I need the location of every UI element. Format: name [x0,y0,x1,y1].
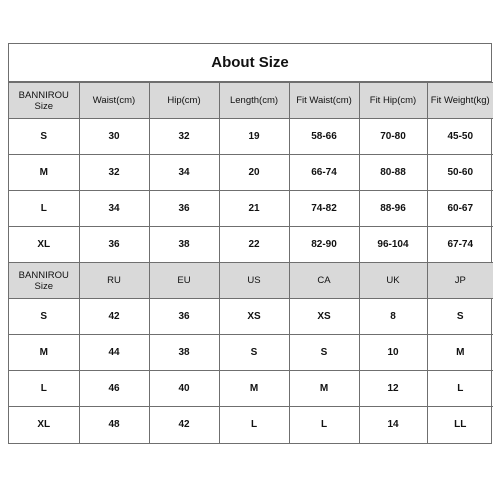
header-cell: Fit Waist(cm) [289,83,359,119]
table-cell: 19 [219,119,289,155]
table-cell: XS [289,299,359,335]
table-cell: L [289,407,359,443]
table-cell: 32 [79,155,149,191]
table-cell: 36 [79,227,149,263]
table-cell: 34 [149,155,219,191]
table-cell: 88-96 [359,191,427,227]
size-label-cell: M [9,155,79,191]
table-cell: 38 [149,335,219,371]
size-label-cell: XL [9,407,79,443]
header-cell: Waist(cm) [79,83,149,119]
table-cell: XS [219,299,289,335]
table-cell: 42 [149,407,219,443]
table-cell: 70-80 [359,119,427,155]
header-cell: Length(cm) [219,83,289,119]
header-cell: Fit Weight(kg) [427,83,493,119]
table-cell: 30 [79,119,149,155]
table-cell: 45-50 [427,119,493,155]
table-cell: M [427,335,493,371]
size-chart [8,43,492,444]
size-label-cell: XL [9,227,79,263]
header-cell: EU [149,263,219,299]
table-cell: 46 [79,371,149,407]
table-cell: 44 [79,335,149,371]
table-cell: 8 [359,299,427,335]
table-cell: 40 [149,371,219,407]
size-label-cell: L [9,191,79,227]
chart-title: About Size [9,44,491,82]
table-row [9,227,493,263]
table-row [9,407,493,443]
table-cell: 60-67 [427,191,493,227]
table-cell: 74-82 [289,191,359,227]
table-cell: LL [427,407,493,443]
size-label-cell: L [9,371,79,407]
table-cell: 67-74 [427,227,493,263]
size-label-cell: M [9,335,79,371]
table-cell: 12 [359,371,427,407]
table-row [9,119,493,155]
table-row [9,191,493,227]
table-cell: 58-66 [289,119,359,155]
size-label-cell: S [9,299,79,335]
header-cell: UK [359,263,427,299]
table-cell: 32 [149,119,219,155]
header-cell: BANNIROU Size [9,263,79,299]
table-cell: 36 [149,299,219,335]
header-cell: JP [427,263,493,299]
table-cell: 36 [149,191,219,227]
table-cell: 80-88 [359,155,427,191]
header-cell: Hip(cm) [149,83,219,119]
table-cell: 22 [219,227,289,263]
table-cell: 20 [219,155,289,191]
table-cell: 14 [359,407,427,443]
table-cell: S [219,335,289,371]
table-cell: 96-104 [359,227,427,263]
table-cell: 50-60 [427,155,493,191]
table-row [9,155,493,191]
header-cell: RU [79,263,149,299]
table-cell: 66-74 [289,155,359,191]
table-row [9,335,493,371]
table-cell: M [289,371,359,407]
header-cell: US [219,263,289,299]
table-cell: M [219,371,289,407]
table-cell: 42 [79,299,149,335]
table-cell: 10 [359,335,427,371]
size-table [9,82,493,443]
size-label-cell: S [9,119,79,155]
table-cell: 34 [79,191,149,227]
table-cell: 48 [79,407,149,443]
table-cell: S [289,335,359,371]
table-cell: L [427,371,493,407]
table-cell: L [219,407,289,443]
header-cell: BANNIROU Size [9,83,79,119]
header-row [9,263,493,299]
table-cell: 21 [219,191,289,227]
table-cell: 82-90 [289,227,359,263]
table-row [9,299,493,335]
table-row [9,371,493,407]
header-cell: Fit Hip(cm) [359,83,427,119]
header-cell: CA [289,263,359,299]
header-row [9,83,493,119]
table-cell: S [427,299,493,335]
table-cell: 38 [149,227,219,263]
